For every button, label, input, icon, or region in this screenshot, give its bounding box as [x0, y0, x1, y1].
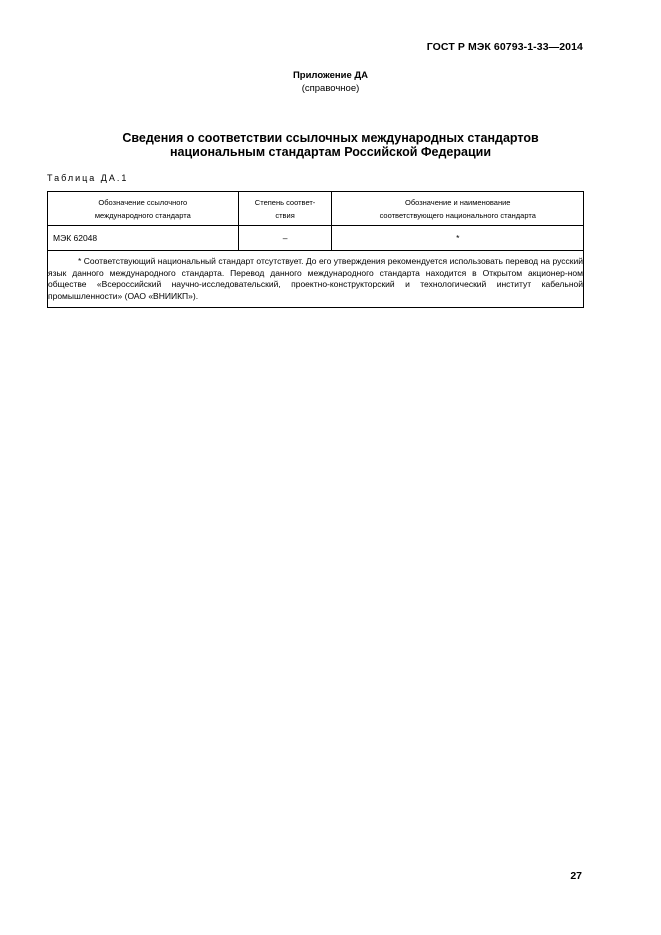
- header-conformity-degree: [238, 192, 332, 226]
- header-national-standard: [332, 192, 584, 226]
- annex-heading: [0, 69, 661, 95]
- table-note-row: [48, 251, 584, 308]
- standards-table: [47, 191, 584, 308]
- table-header-row: [48, 192, 584, 226]
- header-cell-line: ствия: [275, 210, 295, 220]
- header-cell-line: международного стандарта: [94, 210, 191, 220]
- table-caption: Таблица ДА.1: [47, 173, 129, 183]
- section-title: [0, 131, 661, 159]
- section-title-line-1: Сведения о соответствии ссылочных международных стандартов: [122, 131, 539, 145]
- cell-reference-standard: МЭК 62048: [48, 226, 239, 251]
- cell-conformity-degree: –: [238, 226, 332, 251]
- header-cell-line: Обозначение ссылочного: [98, 197, 188, 207]
- document-code: ГОСТ Р МЭК 60793-1-33—2014: [426, 41, 583, 53]
- header-cell-line: Степень соответ-: [254, 197, 316, 207]
- header-reference-standard: [48, 192, 239, 226]
- header-cell-line: Обозначение и наименование: [405, 197, 511, 207]
- section-title-line-2: национальным стандартам Российской Федерации: [169, 145, 492, 159]
- annex-subtitle: (справочное): [301, 83, 360, 94]
- annex-title: Приложение ДА: [292, 70, 369, 81]
- table-footnote: * Соответствующий национальный стандарт отсутствует. До его утверждения рекомендуется использовать перевод на русский язык данного международного стандарта. Перевод данного международного стандарта находится в Открытом акционер-ном обществе «Всероссийский научно-исследовательский, проектно-конструкторский и технологический институт кабельной промышленности» (ОАО «ВНИИКП»).: [48, 256, 583, 301]
- table-row: [48, 226, 584, 251]
- table-note-cell: [48, 251, 584, 308]
- cell-national-standard: *: [332, 226, 584, 251]
- header-cell-line: соответствующего национального стандарта: [379, 210, 536, 220]
- page-number: 27: [570, 870, 582, 882]
